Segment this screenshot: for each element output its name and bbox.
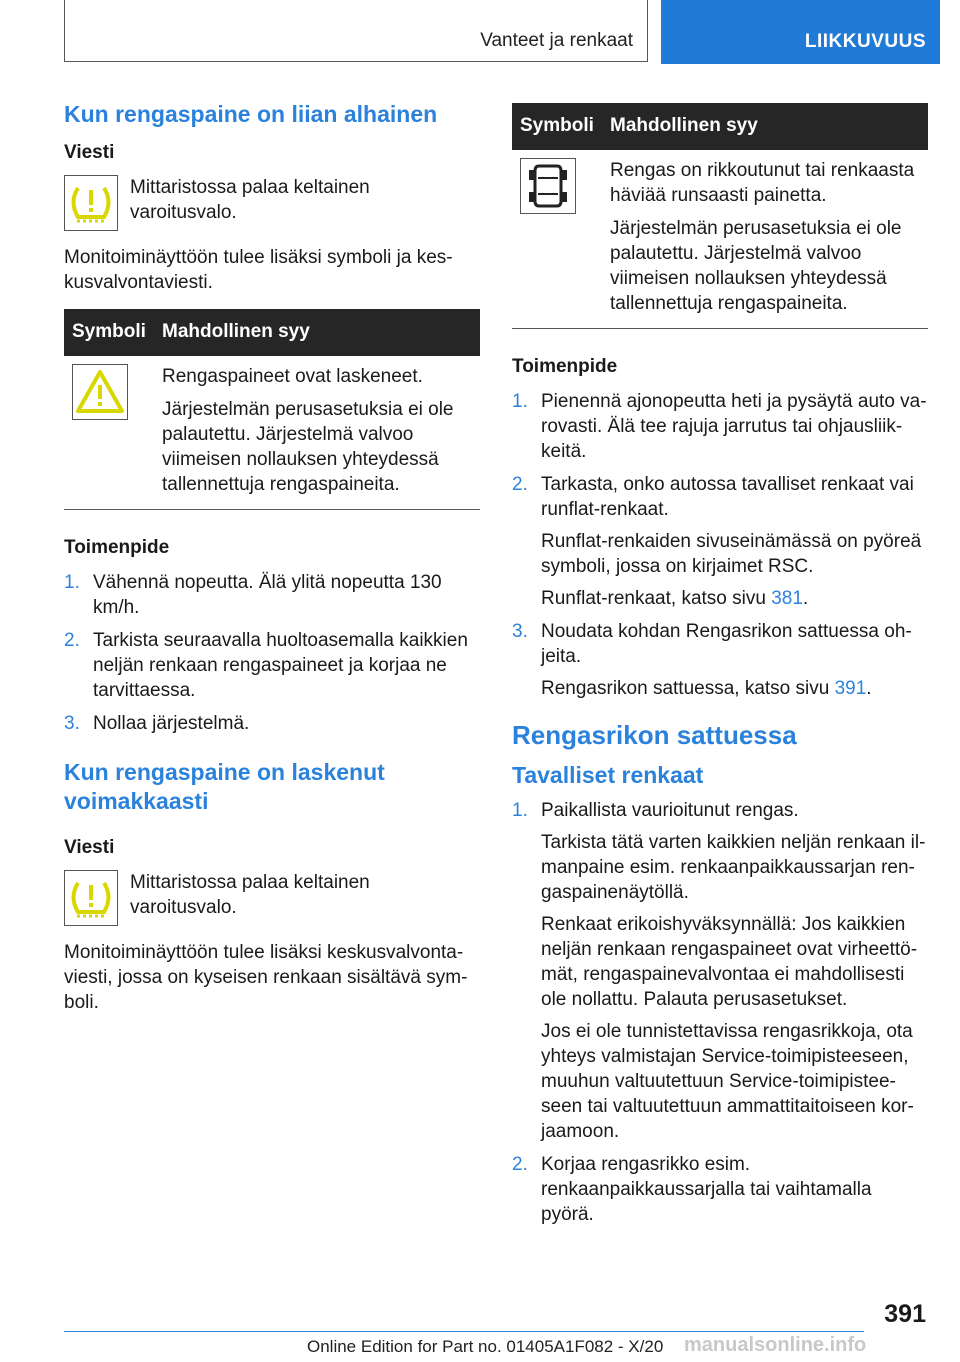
cause-line: Rengaspaineet ovat laskeneet. — [162, 366, 423, 387]
cause-line: Järjestelmän perusasetuksia ei ole palautettu. Järjestelmä valvoo viimeisen nollauksen yhteydessä tallennettuja rengaspaineita. — [610, 218, 902, 314]
list-item — [512, 619, 928, 701]
tire-pressure-indicator-icon — [64, 175, 118, 231]
list-item — [512, 1152, 928, 1227]
page-link[interactable]: 391 — [834, 678, 867, 699]
header-section-title: Vanteet ja renkaat — [480, 30, 633, 51]
label-action: Toimenpide — [512, 356, 618, 377]
step-text: Vähennä nopeutta. Älä ylitä nopeutta 130 km/h. — [93, 572, 442, 618]
step-subtext: Runflat-renkaat, katso sivu 381. — [541, 588, 809, 609]
header-section-box — [64, 0, 648, 62]
heading-regular-tires: Tavalliset renkaat — [512, 762, 704, 788]
list-item — [64, 570, 480, 620]
paragraph: Monitoiminäyttöön tulee lisäksi keskusvalvontaviesti, jossa on kyseisen renkaan sisältävä symboli. — [64, 942, 468, 1013]
heading-strong-drop: Kun rengaspaine on laskenut voimakkaasti — [64, 759, 385, 814]
heading-flat-tire: Rengasrikon sattuessa — [512, 720, 797, 750]
symbol-table — [512, 103, 928, 329]
step-number: 1. — [64, 572, 80, 593]
car-tires-icon — [520, 158, 576, 214]
steps-list — [64, 570, 480, 736]
steps-list — [512, 798, 928, 1227]
list-item — [512, 798, 928, 1144]
label-message: Viesti — [64, 142, 115, 163]
footer-edition: Online Edition for Part no. 01405A1F082 - X/20 — [307, 1337, 664, 1356]
message-text: Mittaristossa palaa keltainen varoitusvalo. — [130, 177, 370, 223]
col-cause-header: Mahdollinen syy — [602, 103, 928, 150]
right-column — [512, 103, 928, 1245]
step-subtext: Tarkista tätä varten kaikkien neljän renkaan ilmanpaine esim. renkaanpaikkaussarjan rengaspainenäytöllä. — [541, 832, 926, 903]
step-text: Paikallista vaurioitunut rengas. — [541, 800, 799, 821]
tire-pressure-indicator-icon — [64, 870, 118, 926]
label-message: Viesti — [64, 837, 115, 858]
cause-line: Järjestelmän perusasetuksia ei ole palautettu. Järjestelmä valvoo viimeisen nollauksen yhteydessä tallennettuja rengaspaineita. — [162, 399, 454, 495]
step-number: 2. — [64, 630, 80, 651]
step-number: 2. — [512, 1154, 528, 1175]
list-item — [64, 628, 480, 703]
table-row — [512, 150, 928, 329]
step-number: 2. — [512, 474, 528, 495]
step-text: Tarkasta, onko autossa tavalliset renkaat vai runflat-renkaat. — [541, 474, 914, 520]
step-number: 1. — [512, 391, 528, 412]
step-text: Noudata kohdan Rengasrikon sattuessa ohjeita. — [541, 621, 912, 667]
header-chapter-title: LIIKKUVUUS — [804, 31, 926, 52]
step-text: Pienennä ajonopeutta heti ja pysäytä auto varovasti. Älä tee rajuja jarrutus tai ohjausliikkeitä. — [541, 391, 927, 462]
heading-low-pressure: Kun rengaspaine on liian alhainen — [64, 101, 438, 127]
col-symbol-header: Symboli — [64, 309, 154, 356]
step-number: 1. — [512, 800, 528, 821]
header-chapter-tab[interactable] — [661, 0, 940, 64]
step-subtext: Renkaat erikoishyväksynnällä: Jos kaikkien neljän renkaan rengaspaineet ovat virheettömät, rengaspainevalvontaa ei mahdollisesti ole nollattu. Palauta perusasetukset. — [541, 914, 918, 1010]
list-item — [512, 389, 928, 464]
col-symbol-header: Symboli — [512, 103, 602, 150]
col-cause-header: Mahdollinen syy — [154, 309, 480, 356]
page-link[interactable]: 381 — [771, 588, 803, 609]
step-number: 3. — [512, 621, 528, 642]
list-item — [512, 472, 928, 611]
step-text: Nollaa järjestelmä. — [93, 713, 250, 734]
message-row — [64, 175, 480, 231]
message-text: Mittaristossa palaa keltainen varoitusvalo. — [130, 872, 370, 918]
step-text: Tarkista seuraavalla huoltoasemalla kaikkien neljän renkaan rengaspaineet ja korjaa ne tarvittaessa. — [93, 630, 468, 701]
warning-triangle-icon — [72, 364, 128, 420]
label-action: Toimenpide — [64, 537, 170, 558]
table-row — [64, 356, 480, 510]
message-row — [64, 870, 480, 926]
footer-divider — [64, 1331, 864, 1332]
steps-list — [512, 389, 928, 701]
page-number: 391 — [884, 1300, 926, 1328]
watermark: manualsonline.info — [684, 1334, 867, 1356]
step-text: Korjaa rengasrikko esim. renkaanpaikkaussarjalla tai vaihtamalla pyörä. — [541, 1154, 872, 1225]
step-subtext: Runflat-renkaiden sivuseinämässä on pyöreä symboli, jossa on kirjaimet RSC. — [541, 531, 922, 577]
step-subtext: Jos ei ole tunnistettavissa rengasrikkoja, ota yhteys valmistajan Service-toimipisteeseen, muuhun valtuutettuun Service-toimipisteeseen tai valtuutettuun ammattitaitoiseen korjaamoon. — [541, 1021, 914, 1142]
cause-line: Rengas on rikkoutunut tai renkaasta häviää runsaasti painetta. — [610, 160, 915, 206]
step-number: 3. — [64, 713, 80, 734]
list-item — [64, 711, 480, 736]
step-subtext: Rengasrikon sattuessa, katso sivu 391. — [541, 678, 872, 699]
symbol-table — [64, 309, 480, 510]
left-column — [64, 100, 480, 1015]
paragraph: Monitoiminäyttöön tulee lisäksi symboli ja keskusvalvontaviesti. — [64, 247, 453, 293]
